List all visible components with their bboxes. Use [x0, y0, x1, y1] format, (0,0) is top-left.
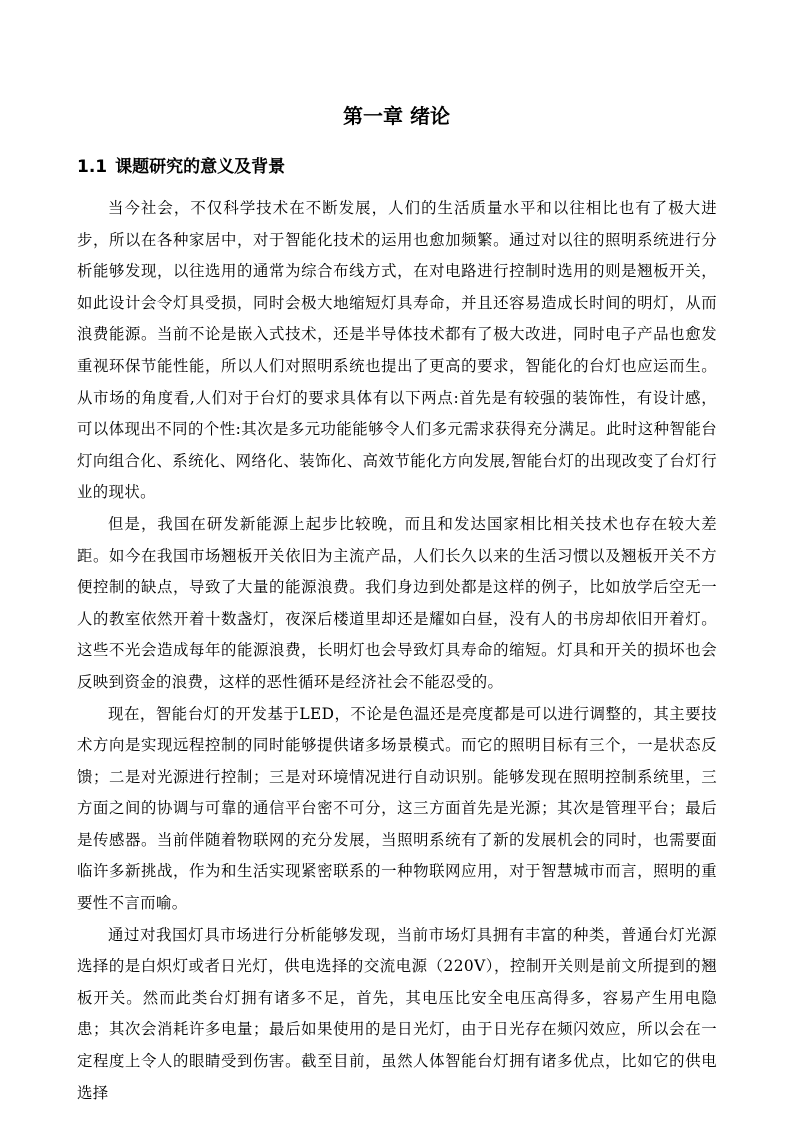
- section-heading: [77, 154, 285, 180]
- paragraph-4: 通过对我国灯具市场进行分析能够发现，当前市场灯具拥有丰富的种类，普通台灯光源选择的是白炽灯或者日光灯，供电选择的交流电源（220V），控制开关则是前文所提到的翘板开关。然而此类台灯拥有诸多不足，首先，其电压比安全电压高得多，容易产生用电隐患；其次会消耗许多电量；最后如果使用的是日光灯，由于日光存在频闪效应，所以会在一定程度上令人的眼睛受到伤害。截至目前，虽然人体智能台灯拥有诸多优点，比如它的供电选择: [77, 925, 717, 1102]
- paragraph-3: 现在，智能台灯的开发基于LED，不论是色温还是亮度都是可以进行调整的，其主要技术方向是实现远程控制的同时能够提供诸多场景模式。而它的照明目标有三个，一是状态反馈；二是对光源进行控制；三是对环境情况进行自动识别。能够发现在照明控制系统里，三方面之间的协调与可靠的通信平台密不可分，这三方面首先是光源；其次是管理平台；最后是传感器。当前伴随着物联网的充分发展，当照明系统有了新的发展机会的同时，也需要面临许多新挑战，作为和生活实现紧密联系的一种物联网应用，对于智慧城市而言，照明的重要性不言而喻。: [77, 704, 717, 913]
- body-text: [77, 193, 717, 1109]
- paragraph-1: 当今社会，不仅科学技术在不断发展，人们的生活质量水平和以往相比也有了极大进步，所以在各种家居中，对于智能化技术的运用也愈加频繁。通过对以往的照明系统进行分析能够发现，以往选用的通常为综合布线方式，在对电路进行控制时选用的则是翘板开关，如此设计会令灯具受损，同时会极大地缩短灯具寿命，并且还容易造成长时间的明灯，从而浪费能源。当前不论是嵌入式技术，还是半导体技术都有了极大改进，同时电子产品也愈发重视环保节能性能，所以人们对照明系统也提出了更高的要求，智能化的台灯也应运而生。从市场的角度看,人们对于台灯的要求具体有以下两点:首先是有较强的装饰性，有设计感，可以体现出不同的个性:其次是多元功能能够令人们多元需求获得充分满足。此时这种智能台灯向组合化、系统化、网络化、装饰化、高效节能化方向发展,智能台灯的出现改变了台灯行业的现状。: [77, 199, 717, 502]
- section-title: 课题研究的意义及背景: [115, 157, 286, 177]
- section-number: 1.1: [77, 157, 108, 177]
- chapter-title: 第一章 绪论: [343, 104, 450, 128]
- paragraph-2: 但是，我国在研发新能源上起步比较晚，而且和发达国家相比相关技术也存在较大差距。如今在我国市场翘板开关依旧为主流产品，人们长久以来的生活习惯以及翘板开关不方便控制的缺点，导致了大量的能源浪费。我们身边到处都是这样的例子，比如放学后空无一人的教室依然开着十数盏灯，夜深后楼道里却还是耀如白昼，没有人的书房却依旧开着灯。这些不光会造成每年的能源浪费，长明灯也会导致灯具寿命的缩短。灯具和开关的损坏也会反映到资金的浪费，这样的恶性循环是经济社会不能忍受的。: [77, 514, 717, 691]
